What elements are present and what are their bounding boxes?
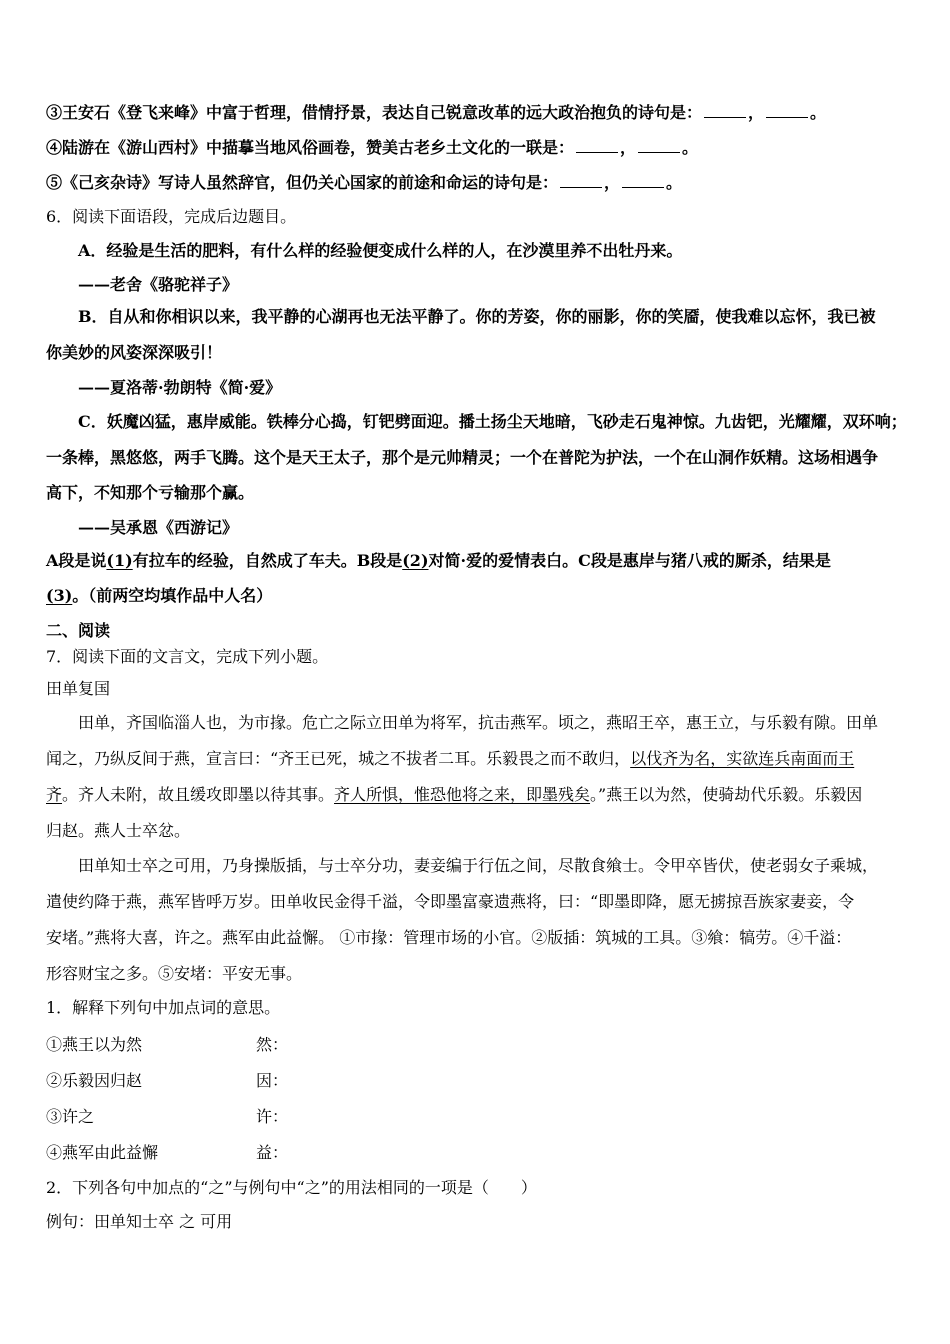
sub2-title: 2．下列各句中加点的“之”与例句中“之”的用法相同的一项是（ ）: [46, 1178, 537, 1197]
passage-p2-line3: 安堵。”燕将大喜，许之。燕军由此益懈。 ①市掾：管理市场的小官。②版插：筑城的工具。③飨：犒劳。④千溢：: [46, 928, 852, 947]
sub2-example: 例句：田单知士卒 之 可用: [46, 1212, 233, 1231]
q6-a-source: ——老舍《骆驼祥子》: [78, 275, 239, 294]
section-heading: 二、阅读: [46, 621, 111, 640]
q6-c-text-2: 一条棒，黑悠悠，两手飞腾。这个是天王太子，那个是元帅精灵；一个在普陀为护法，一个在山洞作妖精。这场相遇争: [46, 448, 879, 467]
underlined-sentence-1: 以伐齐为名，实欲连兵南面而王: [630, 749, 855, 768]
sub1-item: ④燕军由此益懈 益：: [46, 1143, 289, 1162]
blank[interactable]: [704, 103, 746, 118]
q6-b-text-2: 你美妙的风姿深深吸引！: [46, 343, 223, 362]
q6-b-source: ——夏洛蒂·勃朗特《简·爱》: [78, 378, 282, 397]
q6-c-text-3: 高下，不知那个亏输那个赢。: [46, 483, 255, 502]
answer-blank-1[interactable]: (1): [106, 551, 133, 570]
sub1-item: ②乐毅因归赵 因：: [46, 1071, 289, 1090]
passage-p2-line2: 遣使约降于燕，燕军皆呼万岁。田单收民金得千溢，令即墨富豪遗燕将，曰：“即墨即降，愿无掳掠吾族家妻妾，令: [46, 892, 855, 911]
blank[interactable]: [576, 138, 618, 153]
blank[interactable]: [638, 138, 680, 153]
passage-p1-line1: 田单，齐国临淄人也，为市掾。危亡之际立田单为将军，抗击燕军。顷之，燕昭王卒，惠王立，与乐毅有隙。田单: [78, 713, 879, 732]
sub1-item: ③许之 许：: [46, 1107, 289, 1126]
answer-blank-2[interactable]: (2): [402, 551, 429, 570]
blank[interactable]: [622, 173, 664, 188]
q5-item5: ⑤《己亥杂诗》写诗人虽然辞官，但仍关心国家的前途和命运的诗句是： ， 。: [46, 173, 683, 192]
q6-title: 6．阅读下面语段，完成后边题目。: [46, 207, 297, 226]
passage-p2-line4: 形容财宝之多。⑤安堵：平安无事。: [46, 964, 303, 983]
blank[interactable]: [766, 103, 808, 118]
q6-b-text-1: B．自从和你相识以来，我平静的心湖再也无法平静了。你的芳姿，你的丽影，你的笑靥，使我难以忘怀，我已被: [78, 307, 876, 326]
passage-p1-line3: 齐。齐人未附，故且缓攻即墨以待其事。齐人所惧，惟恐他将之来，即墨残矣。”燕王以为然，使骑劫代乐毅。乐毅因: [46, 785, 863, 804]
q6-a-text: A．经验是生活的肥料，有什么样的经验便变成什么样的人，在沙漠里养不出牡丹来。: [78, 241, 683, 260]
sub1-item: ①燕王以为然 然：: [46, 1035, 289, 1054]
q5-item4: ④陆游在《游山西村》中描摹当地风俗画卷，赞美古老乡土文化的一联是： ， 。: [46, 138, 699, 157]
q7-title: 7．阅读下面的文言文，完成下列小题。: [46, 647, 329, 666]
passage-p2-line1: 田单知士卒之可用，乃身操版插，与士卒分功，妻妾编于行伍之间，尽散食飨士。令甲卒皆伏，使老弱女子乘城，: [78, 856, 879, 875]
q6-answer-line-2: (3)。（前两空均填作品中人名）: [46, 586, 273, 605]
sub1-title: 1．解释下列句中加点词的意思。: [46, 998, 281, 1017]
underlined-sentence-1-end: 齐: [46, 785, 63, 804]
q6-answer-line: A段是说(1)有拉车的经验，自然成了车夫。B段是(2)对简·爱的爱情表白。C段是惠岸与猪八戒的厮杀，结果是: [46, 551, 831, 570]
q5-item3: ③王安石《登飞来峰》中富于哲理，借情抒景，表达自己锐意改革的远大政治抱负的诗句是： ， 。: [46, 103, 827, 122]
passage-p1-line4: 归赵。燕人士卒忿。: [46, 821, 191, 840]
blank[interactable]: [560, 173, 602, 188]
underlined-sentence-2: 齐人所惧，惟恐他将之来，即墨残矣: [334, 785, 591, 804]
passage-p1-line2: 闻之，乃纵反间于燕，宣言曰：“齐王已死，城之不拔者二耳。乐毅畏之而不敢归，以伐齐为名，实欲连兵南面而王: [46, 749, 855, 768]
q6-c-source: ——吴承恩《西游记》: [78, 518, 239, 537]
q6-c-text-1: C．妖魔凶猛，惠岸威能。铁棒分心捣，钉钯劈面迎。播土扬尘天地暗，飞砂走石鬼神惊。九齿钯，光耀耀，双环响；: [78, 412, 907, 431]
passage-title: 田单复国: [46, 679, 111, 698]
answer-blank-3[interactable]: (3): [46, 586, 73, 605]
